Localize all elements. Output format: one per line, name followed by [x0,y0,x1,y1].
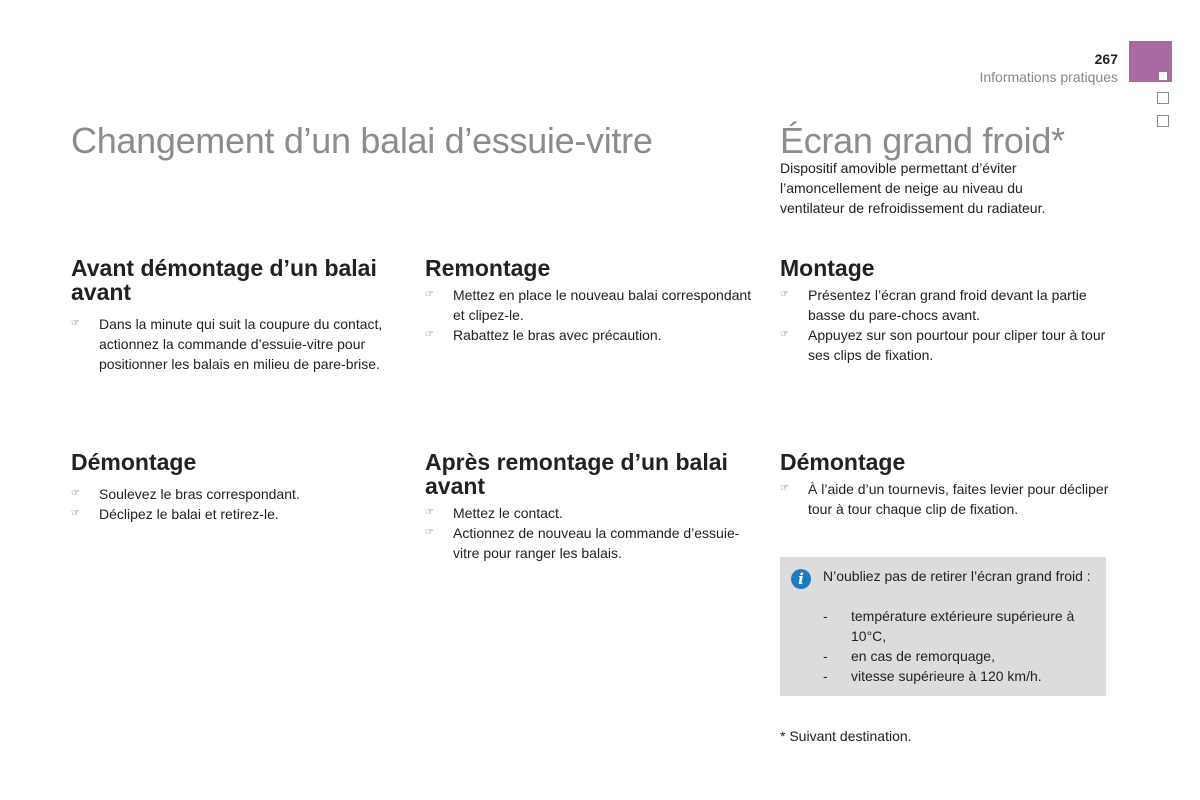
section-montage [780,256,1110,365]
section-heading: Après remontage d’un balai avant [425,449,728,499]
pointing-hand-icon: ☞ [425,507,434,518]
pointing-hand-icon: ☞ [425,527,434,538]
section-name: Informations pratiques [979,69,1118,85]
chapter-tab-marker [1159,72,1167,80]
note-intro: N’oubliez pas de retirer l’écran grand froid : [823,568,1091,584]
info-icon: i [791,569,811,589]
list-item: ☞ Appuyez sur son pourtour pour cliper tour à tour ses clips de fixation. [780,327,1106,363]
page-title-right: Écran grand froid* [780,120,1065,161]
list-item: ☞ Dans la minute qui suit la coupure du contact, actionnez la commande d’essuie-vitre pour positionner les balais en milieu de pare-brise. [71,316,383,372]
list-item: ☞ Soulevez le bras correspondant. [71,486,300,502]
pointing-hand-icon: ☞ [780,289,789,300]
pointing-hand-icon: ☞ [71,488,80,499]
intro-paragraph: Dispositif amovible permettant d’éviter l’amoncellement de neige au niveau du ventilateur de refroidissement du radiateur. [780,160,1046,216]
section-avant-demontage [71,256,406,374]
page-number: 267 [1094,51,1118,67]
list-item: ☞ Mettez le contact. [425,505,563,521]
section-demontage-balai [71,450,406,524]
list-item: ☞ Actionnez de nouveau la commande d’essuie-vitre pour ranger les balais. [425,525,740,561]
list-item: ☞ À l’aide d’un tournevis, faites levier pour décliper tour à tour chaque clip de fixation. [780,481,1109,517]
section-heading: Remontage [425,255,551,281]
section-demontage-ecran [780,450,1110,519]
page-title-left: Changement d’un balai d’essuie-vitre [71,120,653,161]
instruction-list [71,314,406,374]
section-apres-remontage [425,450,755,563]
list-item: ☞ Présentez l’écran grand froid devant la partie basse du pare-chocs avant. [780,287,1087,323]
note-list [823,606,1093,686]
pointing-hand-icon: ☞ [425,289,434,300]
chapter-tab-empty [1157,115,1169,127]
section-heading: Montage [780,255,875,281]
list-item: ☞ Rabattez le bras avec précaution. [425,327,662,343]
list-item: - en cas de remorquage, [823,648,995,664]
instruction-list [71,484,406,524]
pointing-hand-icon: ☞ [71,318,80,329]
instruction-list [780,285,1110,365]
section-heading: Avant démontage d’un balai avant [71,255,377,305]
pointing-hand-icon: ☞ [780,329,789,340]
list-item: ☞ Déclipez le balai et retirez-le. [71,506,279,522]
note-box [780,557,1106,696]
pointing-hand-icon: ☞ [780,483,789,494]
pointing-hand-icon: ☞ [71,508,80,519]
chapter-tab-empty [1157,92,1169,104]
list-item: ☞ Mettez en place le nouveau balai correspondant et clipez-le. [425,287,752,323]
section-heading: Démontage [71,449,197,475]
instruction-list [425,503,755,563]
list-item: - température extérieure supérieure à 10°C, [823,608,1075,644]
section-remontage [425,256,755,345]
pointing-hand-icon: ☞ [425,329,434,340]
instruction-list [780,479,1110,519]
list-item: - vitesse supérieure à 120 km/h. [823,668,1042,684]
footnote: * Suivant destination. [780,728,912,744]
section-heading: Démontage [780,449,906,475]
instruction-list [425,285,755,345]
